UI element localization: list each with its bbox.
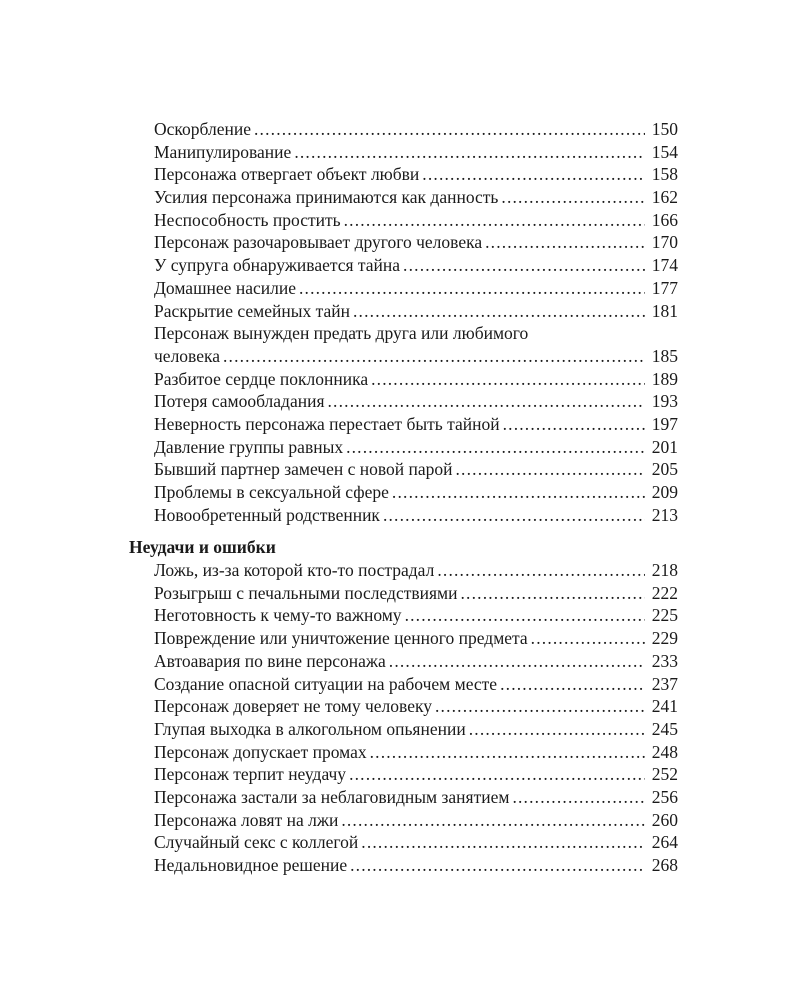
toc-entry-page: 201	[651, 436, 678, 457]
toc-entry-title: Бывший партнер замечен с новой парой	[154, 459, 453, 480]
toc-entry-title: Потеря самообладания	[154, 391, 325, 412]
toc-entry	[154, 231, 678, 254]
toc-entry	[154, 741, 678, 764]
toc-entry-page: 233	[651, 650, 678, 671]
dot-leader	[350, 854, 645, 877]
toc-entry-title: Автоавария по вине персонажа	[154, 650, 386, 671]
toc-entry	[154, 831, 678, 854]
toc-entry-page: 158	[651, 164, 678, 185]
toc-entry-title: Разбитое сердце поклонника	[154, 368, 369, 389]
toc-entry-title: Неспособность простить	[154, 209, 341, 230]
toc-entry	[154, 809, 678, 832]
toc-entry	[154, 209, 678, 232]
toc-entry	[154, 277, 678, 300]
toc-entry-title: Новообретенный родственник	[154, 504, 380, 525]
toc-entry-page: 174	[651, 255, 678, 276]
toc-entry-title: Оскорбление	[154, 119, 251, 139]
toc-entry	[154, 650, 678, 673]
toc-entry-page: 181	[651, 300, 678, 321]
toc-entry	[154, 254, 678, 277]
toc-entry-title: Глупая выходка в алкогольном опьянении	[154, 718, 466, 739]
toc-entry-title: Случайный секс с коллегой	[154, 832, 359, 853]
table-of-contents	[0, 118, 800, 877]
dot-leader	[389, 650, 645, 673]
dot-leader	[461, 582, 646, 605]
toc-entry-page: 260	[651, 809, 678, 830]
toc-entry	[154, 559, 678, 582]
dot-leader	[485, 231, 645, 254]
dot-leader	[254, 118, 645, 141]
dot-leader	[501, 186, 645, 209]
toc-entry	[154, 504, 678, 527]
dot-leader	[500, 673, 645, 696]
dot-leader	[405, 604, 645, 627]
toc-entry	[154, 141, 678, 164]
toc-entry-page: 268	[651, 855, 678, 875]
toc-entry	[154, 436, 678, 459]
toc-entry-page: 177	[651, 277, 678, 298]
dot-leader	[392, 481, 645, 504]
toc-entry-page: 225	[651, 605, 678, 626]
dot-leader	[344, 209, 645, 232]
toc-entry-title: Персонажа отвергает объект любви	[154, 164, 420, 185]
toc-entry-title: Розыгрыш с печальными последствиями	[154, 582, 458, 603]
dot-leader	[346, 436, 645, 459]
toc-entry-page: 197	[651, 413, 678, 434]
toc-entry-page: 252	[651, 764, 678, 785]
toc-entry-page: 154	[651, 141, 678, 162]
section-heading: Неудачи и ошибки	[129, 537, 276, 558]
toc-entry-title: Персонаж доверяет не тому человеку	[154, 696, 432, 717]
toc-entry	[154, 186, 678, 209]
toc-entry-page: 189	[651, 368, 678, 389]
toc-entry-title: Персонаж терпит неудачу	[154, 764, 347, 785]
toc-entry-title: Домашнее насилие	[154, 277, 296, 298]
toc-entry-page: 193	[651, 391, 678, 412]
toc-entry	[154, 854, 678, 877]
toc-group-2	[0, 368, 800, 527]
dot-leader	[361, 831, 645, 854]
toc-entry	[154, 763, 678, 786]
dot-leader	[341, 809, 645, 832]
dot-leader	[370, 741, 645, 764]
toc-entry-title: Персонажа застали за неблаговидным занятием	[154, 786, 510, 807]
toc-entry-title: Персонаж вынужден предать друга или любимого	[154, 323, 529, 344]
dot-leader	[353, 300, 645, 323]
toc-entry	[154, 163, 678, 186]
toc-entry-page: 256	[651, 786, 678, 807]
dot-leader	[403, 254, 645, 277]
toc-entry-page: 264	[651, 832, 678, 853]
toc-entry-title: Неверность персонажа перестает быть тайной	[154, 413, 500, 434]
toc-entry-wrapped-line1	[154, 322, 678, 345]
toc-entry-title: Недальновидное решение	[154, 855, 348, 875]
dot-leader	[469, 718, 645, 741]
toc-group-1	[0, 118, 800, 322]
toc-entry-title: Неготовность к чему-то важному	[154, 605, 402, 626]
dot-leader	[512, 786, 645, 809]
dot-leader	[435, 695, 645, 718]
toc-entry-page: 222	[651, 582, 678, 603]
toc-entry	[154, 458, 678, 481]
toc-entry-title: Раскрытие семейных тайн	[154, 300, 350, 321]
dot-leader	[299, 277, 645, 300]
dot-leader	[422, 163, 645, 186]
toc-entry	[154, 604, 678, 627]
toc-entry-title: Усилия персонажа принимаются как данность	[154, 187, 499, 208]
toc-entry	[154, 627, 678, 650]
toc-entry-page: 170	[651, 232, 678, 253]
dot-leader	[503, 413, 645, 436]
dot-leader	[223, 345, 645, 368]
toc-entry-title: человека	[154, 345, 220, 366]
toc-entry-title: Персонаж допускает промах	[154, 741, 367, 762]
dot-leader	[531, 627, 645, 650]
toc-entry	[154, 582, 678, 605]
toc-entry-page: 209	[651, 482, 678, 502]
toc-entry	[154, 695, 678, 718]
toc-entry-page: 237	[651, 673, 678, 694]
dot-leader	[328, 390, 646, 413]
toc-entry-page: 150	[651, 119, 678, 139]
dot-leader	[383, 504, 645, 527]
toc-entry	[154, 413, 678, 436]
toc-entry	[154, 786, 678, 809]
toc-entry-title: Проблемы в сексуальной сфере	[154, 482, 389, 502]
toc-entry-title: Манипулирование	[154, 141, 292, 162]
toc-entry-page: 205	[651, 459, 678, 480]
toc-entry-page: 162	[651, 187, 678, 208]
toc-entry-page: 166	[651, 209, 678, 230]
dot-leader	[371, 368, 645, 391]
toc-entry	[154, 118, 678, 141]
toc-entry	[154, 390, 678, 413]
toc-entry-page: 248	[651, 741, 678, 762]
dot-leader	[294, 141, 645, 164]
toc-group-3	[0, 559, 800, 877]
toc-entry-wrapped-line2	[154, 345, 678, 368]
toc-entry-page: 213	[651, 504, 678, 525]
toc-entry-title: Ложь, из-за которой кто-то пострадал	[154, 560, 435, 581]
toc-entry-title: Персонажа ловят на лжи	[154, 809, 339, 830]
toc-entry-page: 185	[651, 345, 678, 366]
toc-entry	[154, 481, 678, 504]
toc-entry-title: У супруга обнаруживается тайна	[154, 255, 401, 276]
toc-entry-title: Давление группы равных	[154, 436, 344, 457]
toc-entry	[154, 718, 678, 741]
toc-entry	[154, 300, 678, 323]
toc-entry	[154, 368, 678, 391]
toc-entry-page: 241	[651, 696, 678, 717]
toc-entry-page: 218	[651, 560, 678, 581]
toc-entry-page: 245	[651, 718, 678, 739]
dot-leader	[456, 458, 646, 481]
dot-leader	[437, 559, 645, 582]
toc-entry-title: Создание опасной ситуации на рабочем месте	[154, 673, 498, 694]
toc-entry-title: Повреждение или уничтожение ценного предмета	[154, 628, 528, 649]
toc-entry-title: Персонаж разочаровывает другого человека	[154, 232, 483, 253]
toc-entry	[154, 673, 678, 696]
dot-leader	[349, 763, 645, 786]
toc-entry-page: 229	[651, 628, 678, 649]
